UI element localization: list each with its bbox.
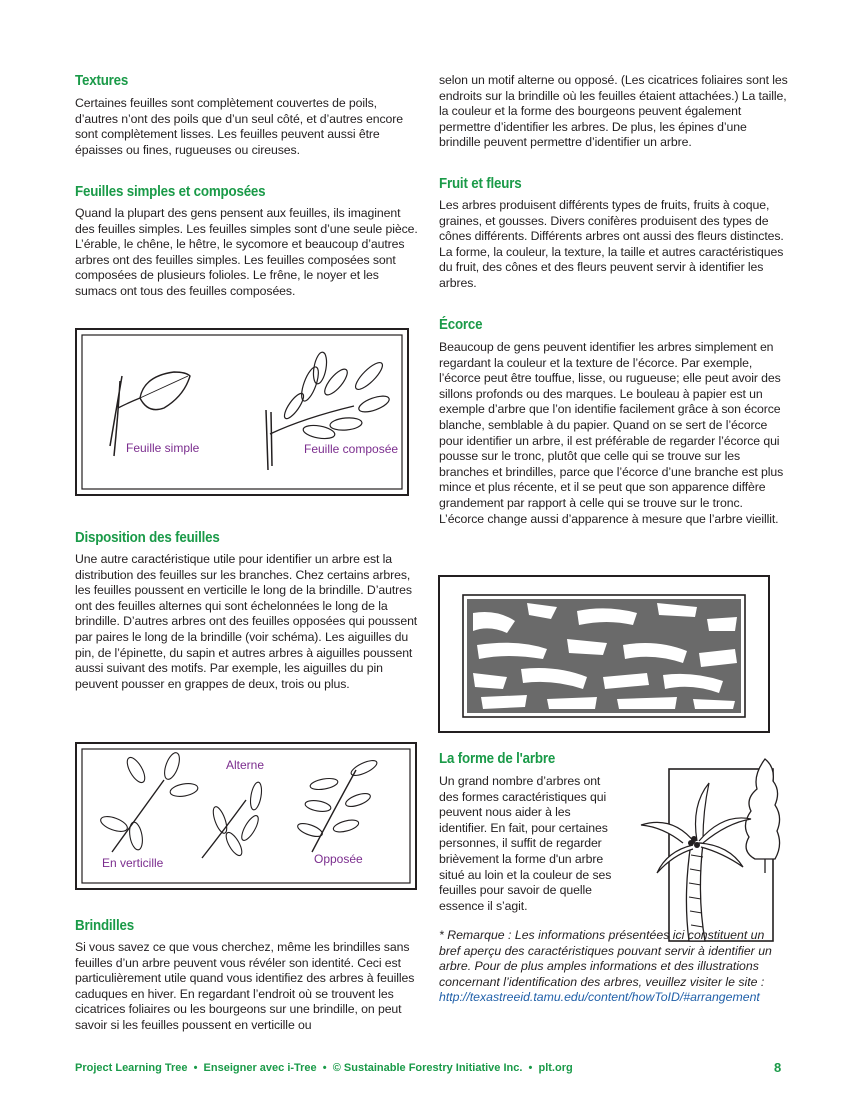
tree-shape-drawing <box>633 755 783 945</box>
page-footer: Project Learning Tree • Enseigner avec i-Tree • © Sustainable Forestry Initiative Inc. • plt.org <box>75 1062 573 1074</box>
bark-drawing <box>437 573 771 735</box>
tree-shape-figure <box>633 755 783 945</box>
label-simple-leaf: Feuille simple <box>126 441 200 455</box>
remark-text: * Remarque : Les informations présentées ici constituent un bref aperçu des caractéristiques pouvant servir à identifier un arbre. Pour de plus amples informations et des illustrations concernant l’identification des arbres, veuillez visiter le site : <box>439 928 772 989</box>
paragraph-forme: Un grand nombre d’arbres ont des formes caractéristiques qui peuvent nous aider à les identifier. En fait, pour certaines personnes, il suffit de regarder brièvement la forme d'un arbre situé au loin et la couleur de ses feuilles pour savoir de quelle essence il s’agit. <box>439 774 612 913</box>
heading-fruit: Fruit et fleurs <box>439 176 522 192</box>
paragraph-disposition: Une autre caractéristique utile pour identifier un arbre est la distribution des feuilles sur les branches. Chez certains arbres, les feuilles poussent en verticille le long de la brindille. D’autres ont des feuilles alternes qui sont échelonnées le long de la brindille. D’autres arbres ont des feuilles opposées qui poussent par paires le long de la brindille (voir schéma). Les aiguilles du pin, de l’épinette, du sapin et autres arbres à aiguilles poussent aussi suivant des motifs. Par exemple, les aiguilles du pin peuvent pousser en grappes de deux, trois ou plus. <box>75 552 418 691</box>
leaf-types-figure <box>74 326 411 498</box>
paragraph-fruit: Les arbres produisent différents types de fruits, fruits à coque, graines, et gousses. Divers conifères produisent des types de cônes différents. Différents arbres ont aussi des fleurs distinctes. La forme, la couleur, la texture, la taille et autres caractéristiques du fruit, des cônes et des fleurs peuvent servir à identifier les arbres. <box>439 198 784 290</box>
paragraph-feuilles-simples: Quand la plupart des gens pensent aux feuilles, ils imaginent des feuilles simples. Les feuilles simples sont d’une seule pièce. L’érable, le chêne, le hêtre, le sycomore et beaucoup d’autres arbres ont des feuilles simples. Les feuilles composées sont composées de plusieurs folioles. Le frêne, le noyer et les sumacs ont tous des feuilles composées. <box>75 206 418 298</box>
heading-forme: La forme de l'arbre <box>439 751 556 767</box>
paragraph-ecorce: Beaucoup de gens peuvent identifier les arbres simplement en regardant la couleur et la texture de l’écorce. Par exemple, l’écorce peut être touffue, lisse, ou rugueuse; elle peut avoir des sillons profonds ou des marques. Le bouleau à papier est un exemple d’arbre que l’on identifie facilement grâce à son écorce blanche, semblable à du papier. Quand on se sert de l’écorce pour identifier un arbre, il est préférable de regarder l’écorce qui pousse sur le tronc, plutôt que celle qui se trouve sur les branches et brindilles, parce que l’écorce d’une branche est plus mince et plus récente, et il se peut que son apparence diffère grandement par rapport à celle qui se trouve sur le tronc. L’écorce change aussi d’apparence à mesure que l’arbre vieillit. <box>439 340 784 526</box>
heading-textures: Textures <box>75 73 129 89</box>
label-compound-leaf: Feuille composée <box>304 442 399 456</box>
paragraph-brindilles-continued: selon un motif alterne ou opposé. (Les cicatrices foliaires sont les endroits sur la brindille où les feuilles étaient attachées.) La taille, la couleur et la forme des bourgeons peuvent également permettre d’identifier les arbres. De plus, les épines d’une brindille peuvent permettre d’identifier un arbre. <box>439 73 788 150</box>
label-opposite: Opposée <box>314 852 363 866</box>
heading-feuilles-simples: Feuilles simples et composées <box>75 184 266 200</box>
heading-brindilles: Brindilles <box>75 918 134 934</box>
remark-note <box>439 928 784 1006</box>
paragraph-brindilles: Si vous savez ce que vous cherchez, même les brindilles sans feuilles d’un arbre peuvent vous révéler son identité. Ceci est particulièrement utile quand vous identifiez des arbres à feuilles caduques en hiver. En regardant l’endroit où se trouvent les cicatrices foliaires ou les bourgeons sur une brindille, on peut savoir si les feuilles poussent en verticille ou <box>75 940 415 1032</box>
paragraph-textures: Certaines feuilles sont complètement couvertes de poils, d’autres n’ont des poils que d’un seul côté, et d’autres encore sont complètement lisses. Les feuilles peuvent aussi être épaisses ou fines, rugueuses ou cireuses. <box>75 96 403 157</box>
bark-figure <box>437 573 771 735</box>
page-number: 8 <box>774 1060 782 1075</box>
remark-link[interactable]: http://texastreeid.tamu.edu/content/howToID/#arrangement <box>439 990 760 1005</box>
heading-ecorce: Écorce <box>439 317 483 333</box>
heading-disposition: Disposition des feuilles <box>75 530 220 546</box>
label-alternate: Alterne <box>226 758 265 772</box>
leaf-types-drawing <box>74 326 411 498</box>
label-whorled: En verticille <box>102 856 164 870</box>
leaf-arrangement-figure <box>74 740 419 892</box>
